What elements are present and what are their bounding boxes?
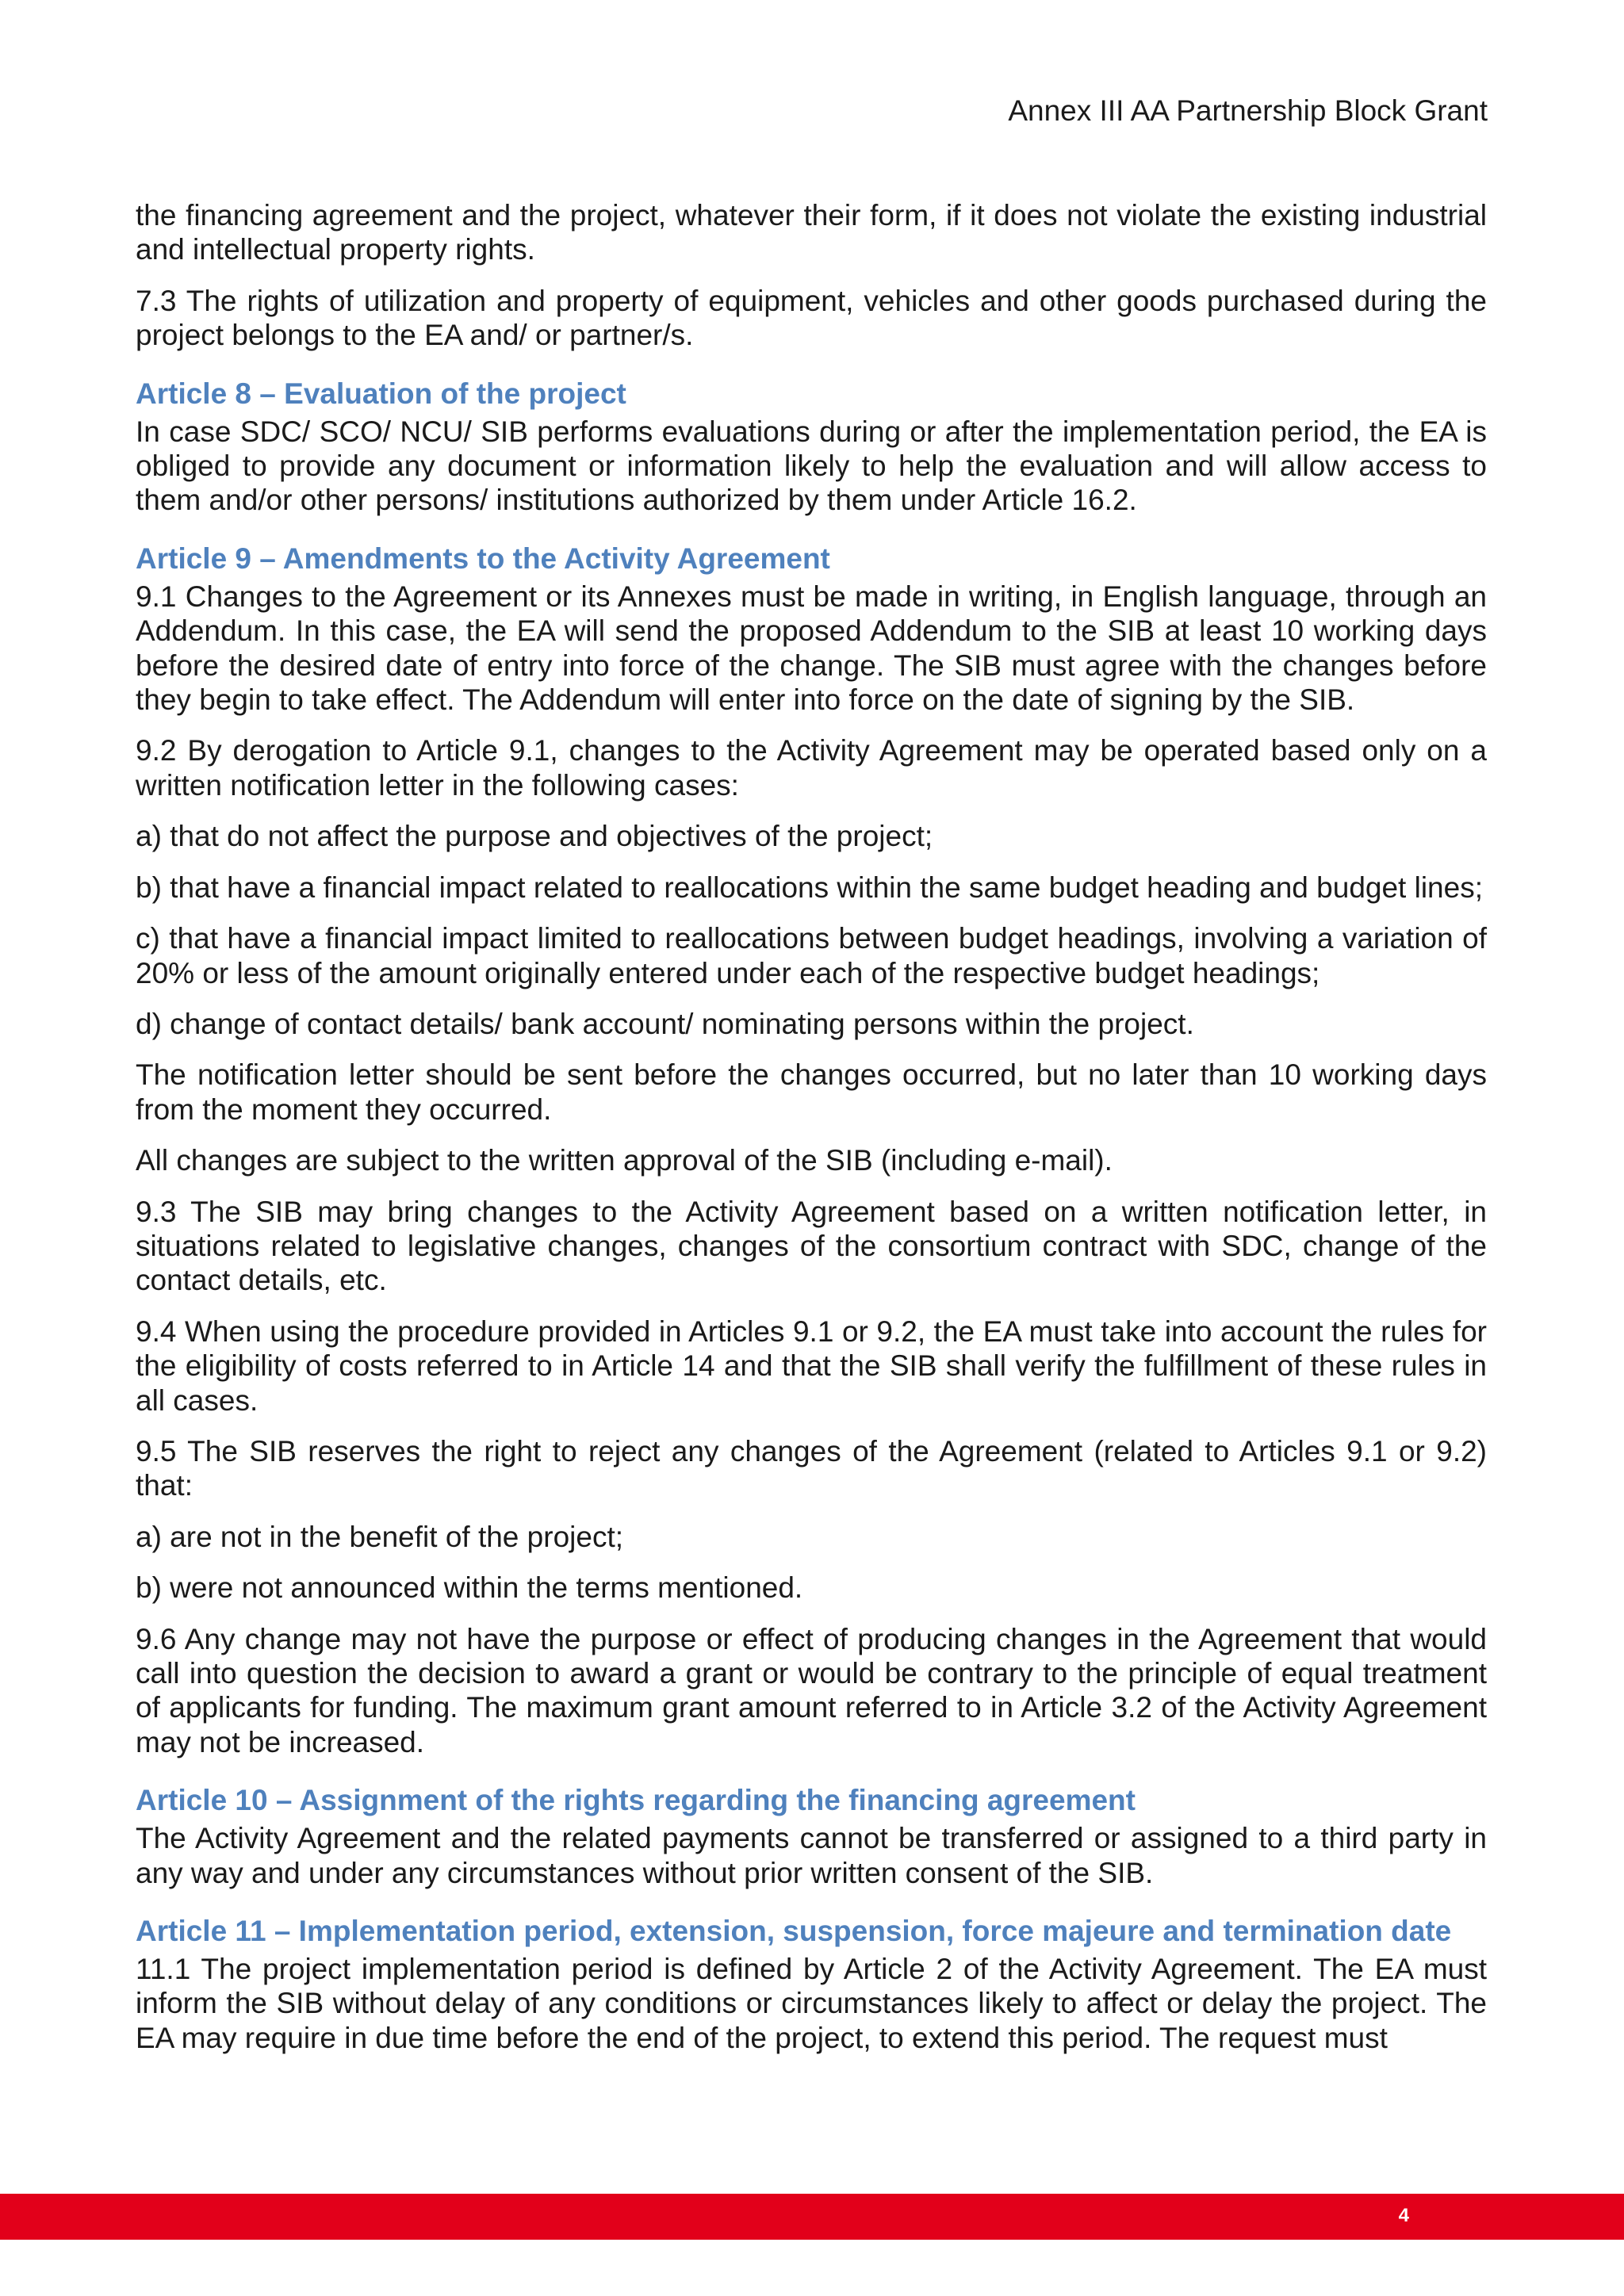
article-9-heading: Article 9 – Amendments to the Activity Agreement [136, 541, 830, 575]
list-item: d) change of contact details/ bank account/ nominating persons within the project. [136, 1007, 1194, 1040]
paragraph: The Activity Agreement and the related payments cannot be transferred or assigned to a third party in any way and under any circumstances without prior written consent of the SIB. [136, 1822, 1487, 1889]
list-item: b) were not announced within the terms mentioned. [136, 1571, 803, 1605]
page-number: 4 [1398, 2205, 1409, 2226]
paragraph: 9.5 The SIB reserves the right to reject any changes of the Agreement (related to Articles 9.1 or 9.2) that: [136, 1434, 1487, 1502]
list-item: b) that have a financial impact related to reallocations within the same budget heading and budget lines; [136, 871, 1483, 904]
paragraph: 9.1 Changes to the Agreement or its Annexes must be made in writing, in English language, through an Addendum. In this case, the EA will send the proposed Addendum to the SIB at least 10 working days before the desired date of entry into force of the change. The SIB must agree with the changes before they begin to take effect. The Addendum will enter into force on the date of signing by the SIB. [136, 580, 1487, 717]
article-10-heading: Article 10 – Assignment of the rights regarding the financing agreement [136, 1784, 1136, 1817]
footer-band [0, 2194, 1624, 2240]
paragraph: All changes are subject to the written approval of the SIB (including e-mail). [136, 1144, 1113, 1177]
paragraph: 7.3 The rights of utilization and property of equipment, vehicles and other goods purchased during the project belongs to the EA and/ or partner/s. [136, 284, 1487, 352]
article-8-heading: Article 8 – Evaluation of the project [136, 377, 626, 410]
paragraph: 9.3 The SIB may bring changes to the Activity Agreement based on a written notification letter, in situations related to legislative changes, changes of the consortium contract with SDC, change of the contact details, etc. [136, 1195, 1487, 1297]
document-body [136, 198, 1487, 2072]
paragraph: The notification letter should be sent before the changes occurred, but no later than 10 working days from the moment they occurred. [136, 1058, 1487, 1126]
list-item: a) that do not affect the purpose and objectives of the project; [136, 820, 933, 853]
paragraph: 9.2 By derogation to Article 9.1, changes to the Activity Agreement may be operated based only on a written notification letter in the following cases: [136, 734, 1487, 802]
list-item: a) are not in the benefit of the project; [136, 1520, 623, 1553]
paragraph: 11.1 The project implementation period is defined by Article 2 of the Activity Agreement. The EA must inform the SIB without delay of any conditions or circumstances likely to affect or delay the project. The EA may require in due time before the end of the project, to extend this period. The request must [136, 1953, 1487, 2054]
page-header-title: Annex III AA Partnership Block Grant [1008, 94, 1488, 127]
list-item: c) that have a financial impact limited to reallocations between budget headings, involving a variation of 20% or less of the amount originally entered under each of the respective budget headings; [136, 922, 1487, 989]
paragraph: 9.4 When using the procedure provided in Articles 9.1 or 9.2, the EA must take into account the rules for the eligibility of costs referred to in Article 14 and that the SIB shall verify the fulfillment of these rules in all cases. [136, 1314, 1487, 1417]
paragraph: the financing agreement and the project, whatever their form, if it does not violate the existing industrial and intellectual property rights. [136, 199, 1487, 266]
article-11-heading: Article 11 – Implementation period, extension, suspension, force majeure and termination date [136, 1915, 1452, 1948]
paragraph: In case SDC/ SCO/ NCU/ SIB performs evaluations during or after the implementation period, the EA is obliged to provide any document or information likely to help the evaluation and will allow access to them and/or other persons/ institutions authorized by them under Article 16.2. [136, 415, 1487, 517]
paragraph: 9.6 Any change may not have the purpose or effect of producing changes in the Agreement that would call into question the decision to award a grant or would be contrary to the principle of equal treatment of applicants for funding. The maximum grant amount referred to in Article 3.2 of the Activity Agreement may not be increased. [136, 1622, 1487, 1758]
